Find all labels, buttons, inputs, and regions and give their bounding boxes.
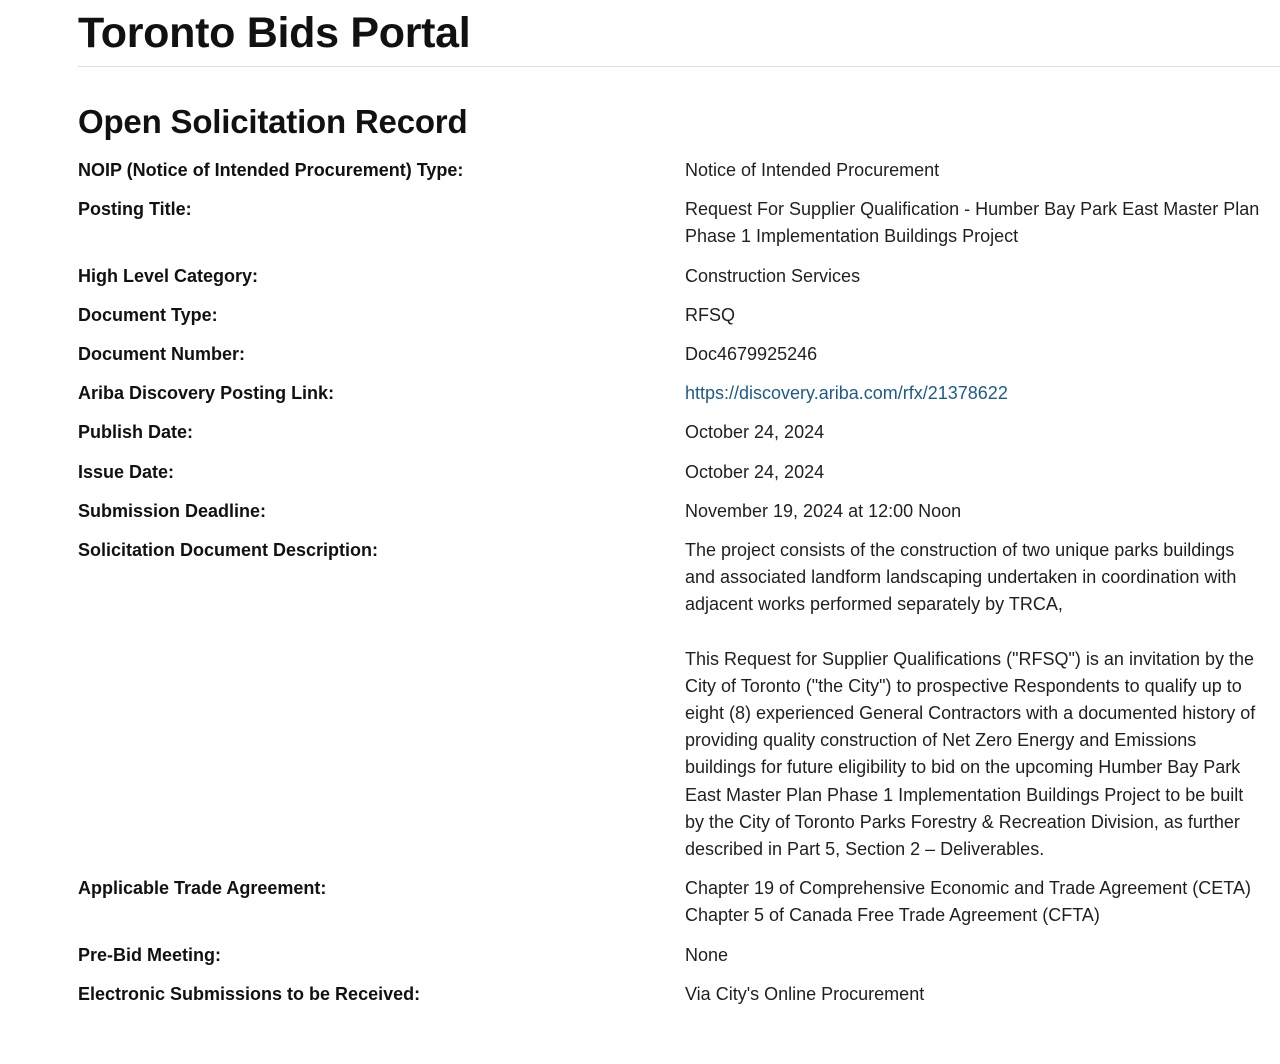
description-label: Solicitation Document Description:	[78, 540, 379, 561]
issue-date-label: Issue Date:	[78, 461, 175, 482]
document-type-row	[78, 302, 1268, 341]
ariba-discovery-posting-link[interactable]: https://discovery.ariba.com/rfx/21378622	[685, 383, 1008, 404]
trade-agreement-row	[78, 875, 1268, 941]
document-type-label: Document Type:	[78, 304, 218, 325]
high-level-category-row	[78, 263, 1268, 302]
trade-agreement-line-1: Chapter 19 of Comprehensive Economic and Trade Agreement (CETA)	[685, 878, 1251, 899]
header-divider	[78, 66, 1280, 67]
record-details-list	[78, 157, 1268, 1020]
publish-date-label: Publish Date:	[78, 422, 194, 443]
record-heading: Open Solicitation Record	[78, 103, 468, 140]
submission-deadline-label: Submission Deadline:	[78, 500, 267, 521]
publish-date-row	[78, 419, 1268, 458]
noip-type-label: NOIP (Notice of Intended Procurement) Type:	[78, 160, 464, 180]
electronic-submissions-value: Via City's Online Procurement	[685, 983, 925, 1004]
document-type-value: RFSQ	[685, 304, 736, 325]
submission-deadline-row	[78, 498, 1268, 537]
description-value	[685, 537, 1260, 863]
submission-deadline-value: November 19, 2024 at 12:00 Noon	[685, 500, 962, 521]
high-level-category-value: Construction Services	[685, 265, 861, 286]
pre-bid-meeting-row	[78, 942, 1268, 981]
document-number-row	[78, 341, 1268, 380]
publish-date-value: October 24, 2024	[685, 422, 825, 443]
description-paragraph-2: This Request for Supplier Qualifications ("RFSQ") is an invitation by the City of Toronto ("the City") to prospective Respondents to qualify up to eight (8) experienced General Contractors with a documented history of providing quality construction of Net Zero Energy and Emissions buildings for future eligibility to bid on the upcoming Humber Bay Park East Master Plan Phase 1 Implementation Buildings Project to be built by the City of Toronto Parks Forestry & Recreation Division, as further described in Part 5, Section 2 – Deliverables.	[685, 648, 1256, 860]
description-row	[78, 537, 1268, 875]
noip-type-value: Notice of Intended Procurement	[685, 160, 940, 180]
posting-title-label: Posting Title:	[78, 199, 192, 220]
document-number-label: Document Number:	[78, 344, 246, 365]
posting-title-value: Request For Supplier Qualification - Humber Bay Park East Master Plan Phase 1 Implementation Buildings Project	[685, 199, 1260, 247]
trade-agreement-value	[685, 875, 1260, 929]
posting-title-row	[78, 196, 1268, 262]
ariba-link-value-cell	[685, 380, 1260, 407]
issue-date-row	[78, 459, 1268, 498]
pre-bid-meeting-value: None	[685, 944, 729, 965]
electronic-submissions-label: Electronic Submissions to be Received:	[78, 983, 421, 1004]
noip-type-row	[78, 157, 1268, 196]
site-title: Toronto Bids Portal	[78, 9, 471, 57]
trade-agreement-line-2: Chapter 5 of Canada Free Trade Agreement (CFTA)	[685, 905, 1100, 926]
document-number-value: Doc4679925246	[685, 344, 818, 365]
pre-bid-meeting-label: Pre-Bid Meeting:	[78, 944, 222, 965]
ariba-link-label: Ariba Discovery Posting Link:	[78, 383, 335, 404]
trade-agreement-label: Applicable Trade Agreement:	[78, 878, 327, 899]
electronic-submissions-row	[78, 981, 1268, 1020]
issue-date-value: October 24, 2024	[685, 461, 825, 482]
high-level-category-label: High Level Category:	[78, 265, 259, 286]
description-paragraph-1: The project consists of the construction of two unique parks buildings and associated landform landscaping undertaken in coordination with adjacent works performed separately by TRCA,	[685, 540, 1237, 615]
ariba-link-row	[78, 380, 1268, 419]
